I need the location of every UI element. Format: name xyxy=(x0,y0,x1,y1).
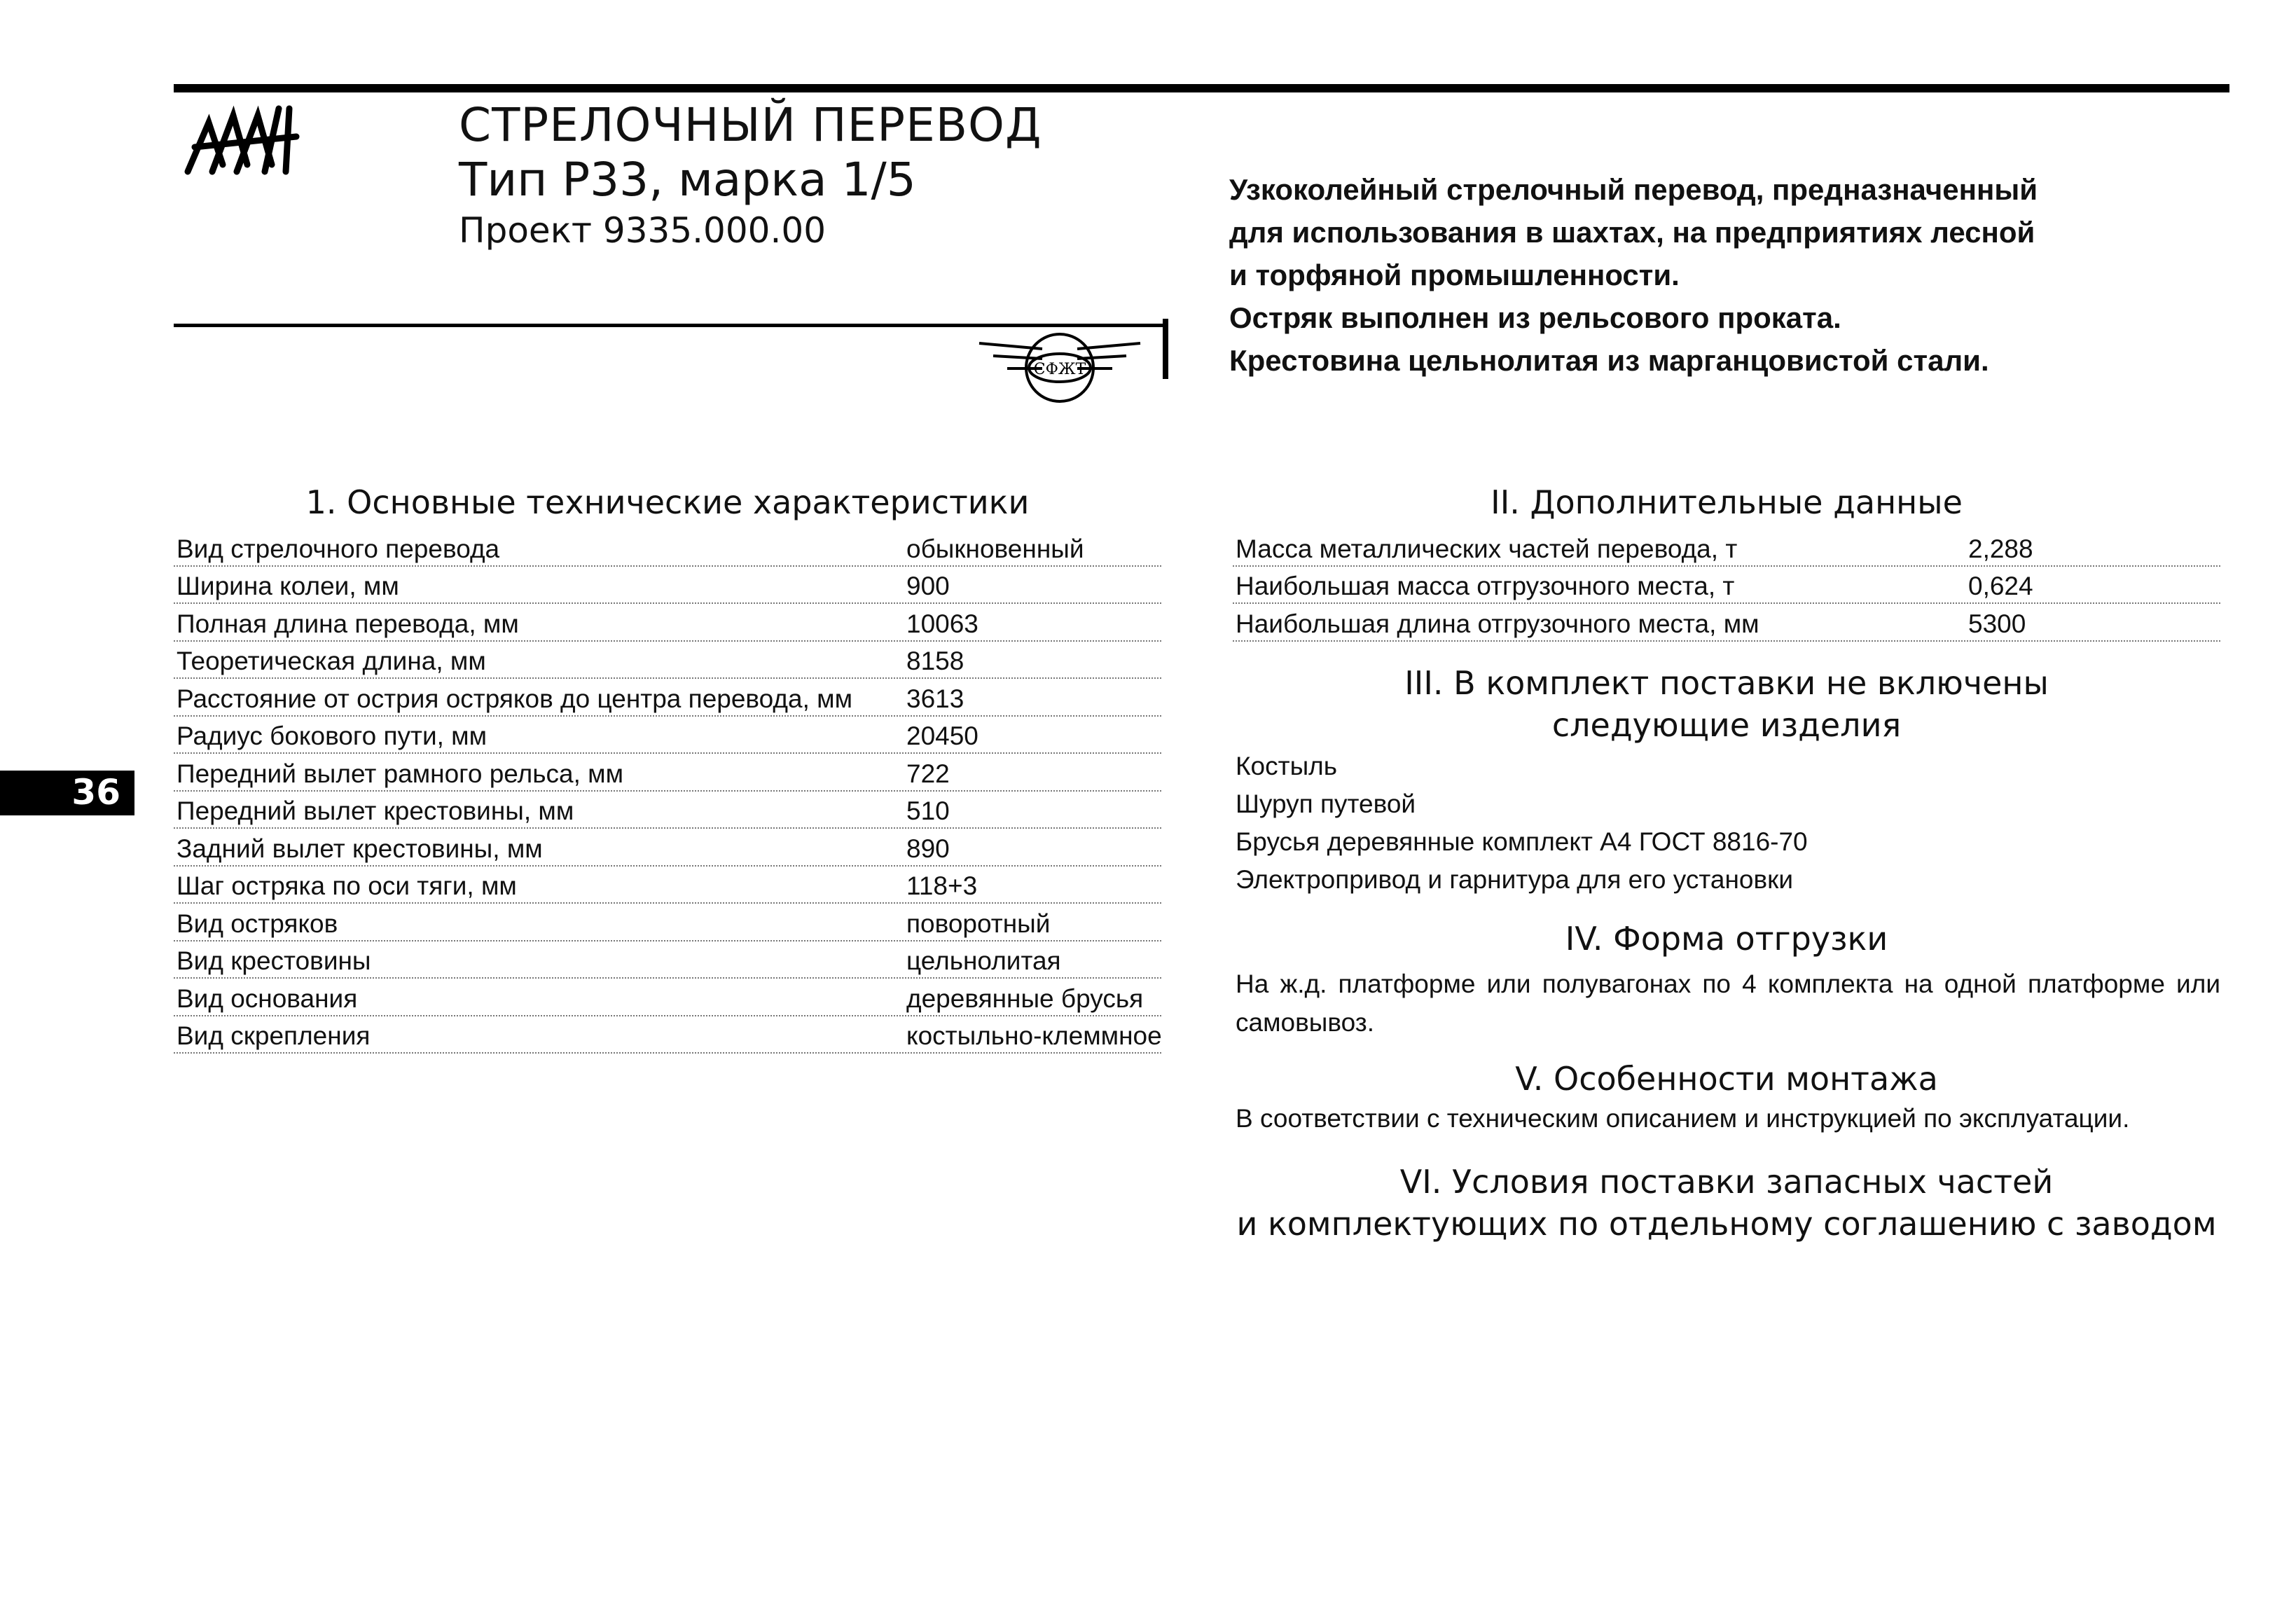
spare-parts-heading-2: и комплектующих по отдельному соглашению с заводом xyxy=(1236,1205,2217,1243)
shipping-text: На ж.д. платформе или полувагонах по 4 комплекта на одной платформе или самовывоз. xyxy=(1236,970,2220,1037)
list-item: Брусья деревянные комплект А4 ГОСТ 8816-70 xyxy=(1236,827,1808,856)
table-row: Наибольшая длина отгрузочного места, мм 5300 xyxy=(1233,604,2220,642)
table-row: Передний вылет рамного рельса, мм 722 xyxy=(174,754,1161,792)
page-number-tab xyxy=(0,771,134,815)
spare-parts-heading: VI. Условия поставки запасных частей xyxy=(1399,1163,2054,1201)
list-item: Электропривод и гарнитура для его установки xyxy=(1236,865,1793,894)
table-row: Наибольшая масса отгрузочного места, т 0,624 xyxy=(1233,567,2220,605)
company-logo-icon xyxy=(181,95,307,186)
table-row: Задний вылет крестовины, мм 890 xyxy=(174,829,1161,867)
specs-table xyxy=(174,529,1161,1054)
intro-line: Остряк выполнен из рельсового проката. xyxy=(1229,301,1841,334)
project-number: Проект 9335.000.00 xyxy=(459,210,826,251)
table-row: Ширина колеи, мм 900 xyxy=(174,567,1161,605)
not-included-heading: III. В комплект поставки не включены xyxy=(1404,664,2049,702)
emblem-icon xyxy=(972,329,1147,420)
header-divider xyxy=(174,324,1168,327)
table-row: Передний вылет крестовины, мм 510 xyxy=(174,792,1161,829)
table-row: Вид основания деревянные брусья xyxy=(174,979,1161,1016)
intro-line: для использования в шахтах, на предприятиях лесной xyxy=(1229,216,2035,249)
intro-line: Крестовина цельнолитая из марганцовистой стали. xyxy=(1229,344,1989,377)
intro-block xyxy=(1229,168,2196,382)
additional-heading: II. Дополнительные данные xyxy=(1491,483,1963,521)
table-row: Радиус бокового пути, мм 20450 xyxy=(174,717,1161,754)
intro-line: и торфяной промышленности. xyxy=(1229,258,1680,291)
page-number: 36 xyxy=(71,772,120,813)
page-subtitle: Тип Р33, марка 1/5 xyxy=(459,153,916,207)
table-row: Шаг остряка по оси тяги, мм 118+3 xyxy=(174,867,1161,904)
shipping-heading: IV. Форма отгрузки xyxy=(1565,920,1888,958)
header-divider-tick xyxy=(1163,319,1168,379)
emblem-text: СФЖТ xyxy=(1033,361,1086,378)
table-row: Теоретическая длина, мм 8158 xyxy=(174,642,1161,680)
table-row: Масса металлических частей перевода, т 2,288 xyxy=(1233,529,2220,567)
specs-heading: 1. Основные технические характеристики xyxy=(305,483,1030,521)
table-row: Вид крестовины цельнолитая xyxy=(174,941,1161,979)
mounting-text: В соответствии с техническим описанием и инструкцией по эксплуатации. xyxy=(1236,1104,2130,1133)
table-row: Вид остряков поворотный xyxy=(174,904,1161,941)
not-included-heading-2: следующие изделия xyxy=(1551,706,1902,744)
table-row: Вид стрелочного перевода обыкновенный xyxy=(174,529,1161,567)
page-title: СТРЕЛОЧНЫЙ ПЕРЕВОД xyxy=(459,98,1042,152)
list-item: Костыль xyxy=(1236,752,1338,780)
table-row: Вид скрепления костыльно-клеммное xyxy=(174,1016,1161,1054)
additional-table xyxy=(1233,529,2220,642)
table-row: Расстояние от острия остряков до центра перевода, мм 3613 xyxy=(174,679,1161,717)
intro-line: Узкоколейный стрелочный перевод, предназначенный xyxy=(1229,173,2038,206)
top-rule xyxy=(174,84,2229,92)
table-row: Полная длина перевода, мм 10063 xyxy=(174,604,1161,642)
mounting-heading: V. Особенности монтажа xyxy=(1515,1060,1938,1098)
list-item: Шуруп путевой xyxy=(1236,789,1416,818)
